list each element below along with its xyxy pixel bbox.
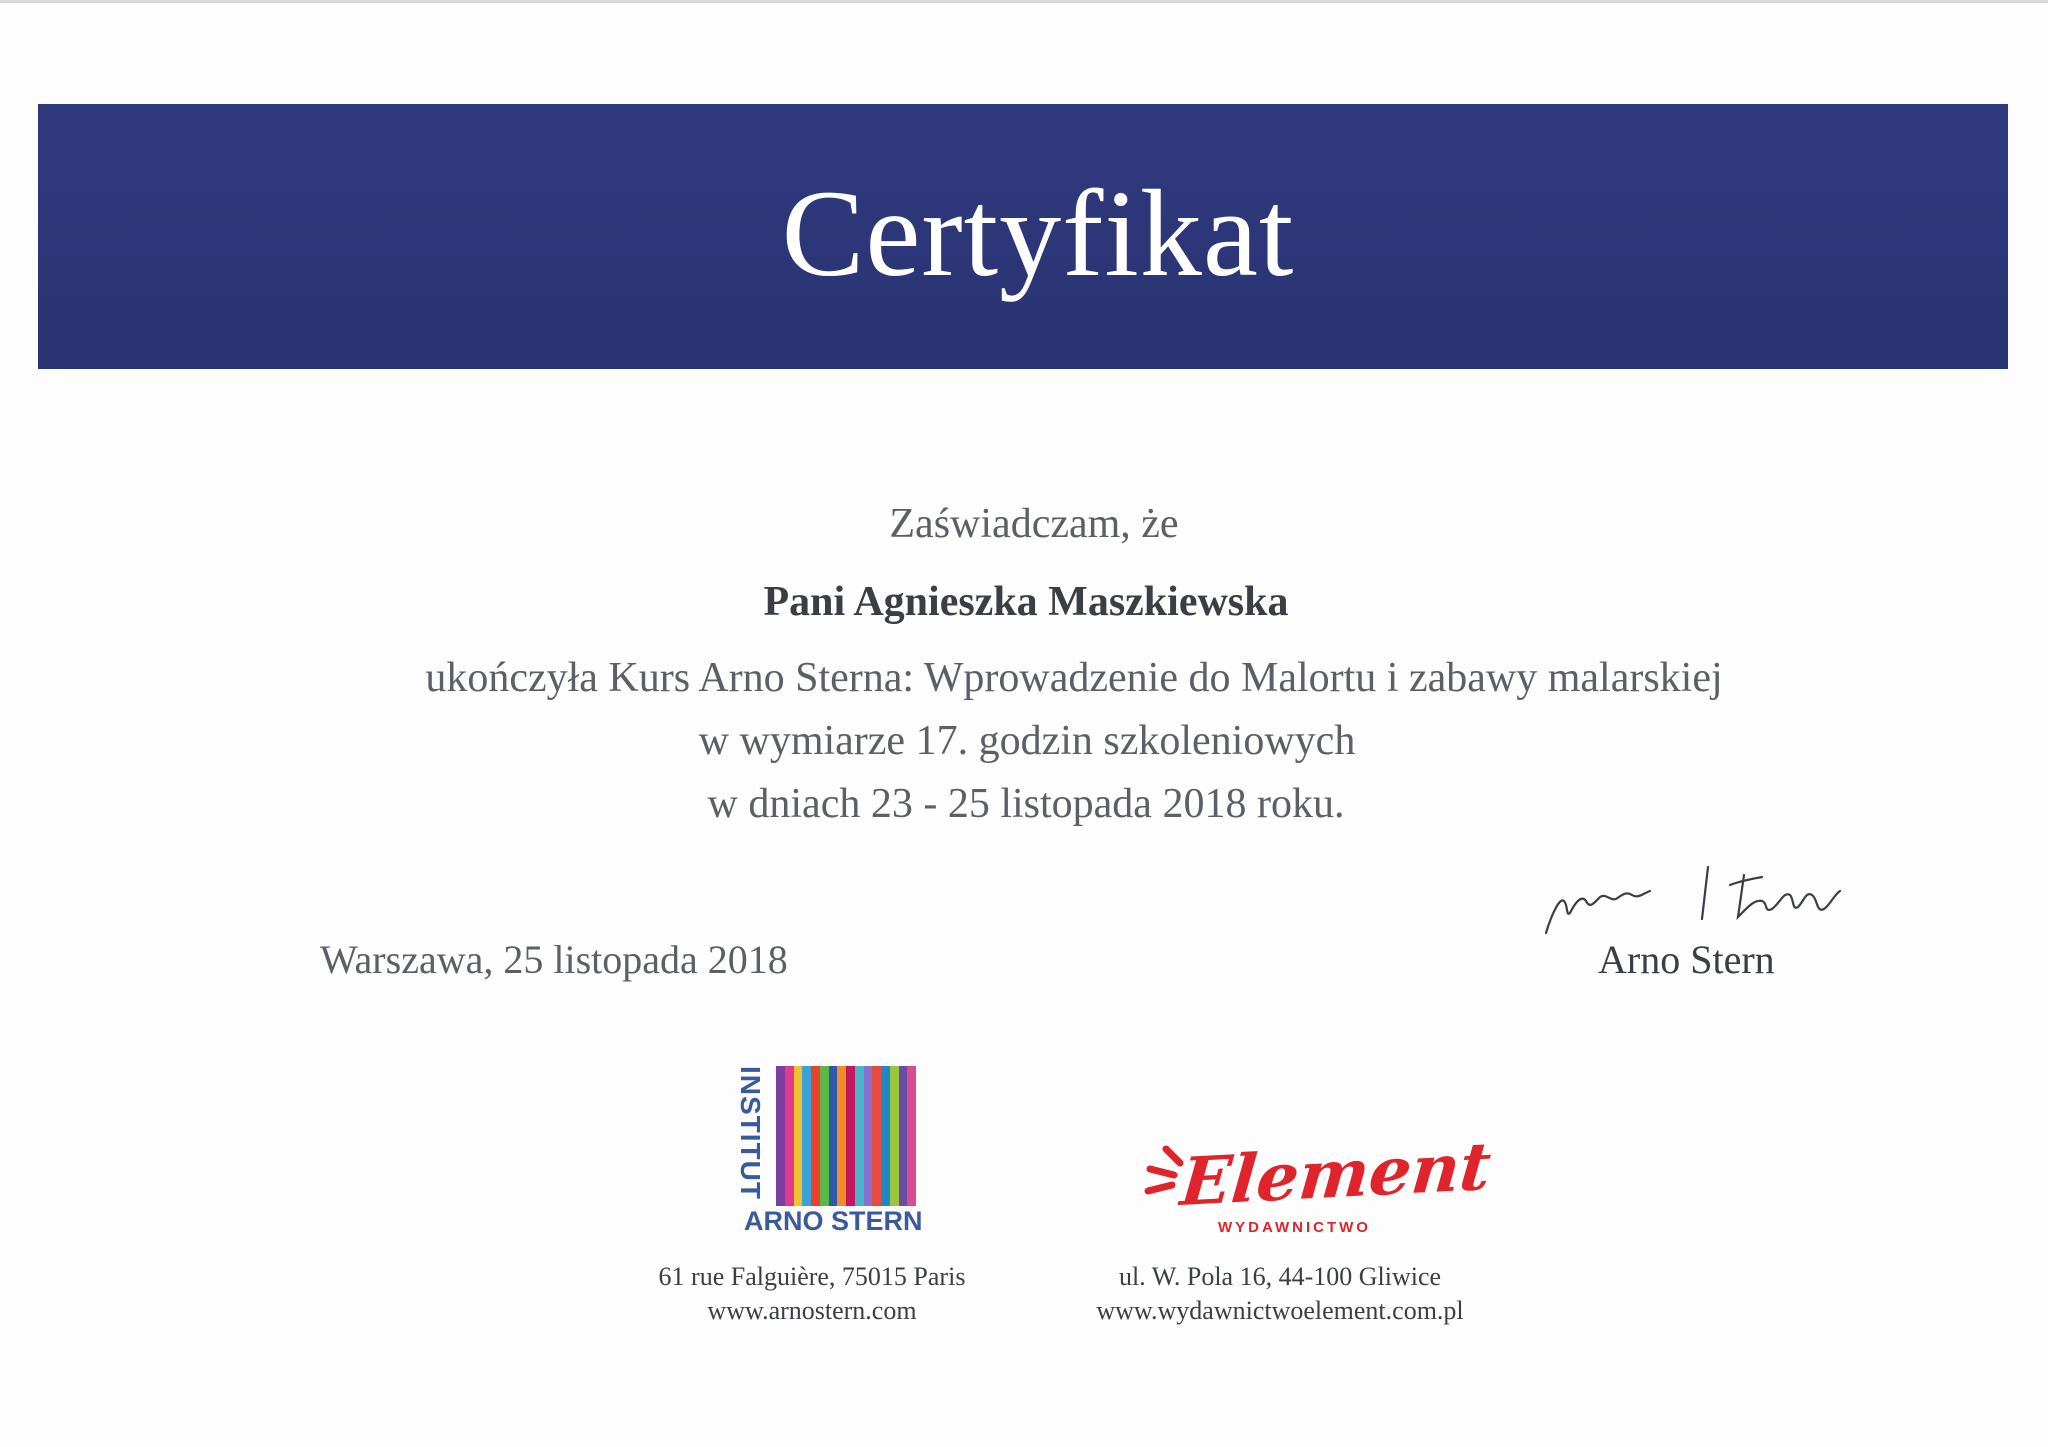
arno-stern-address	[612, 1260, 1012, 1328]
element-logo-subtitle: WYDAWNICTWO	[1218, 1219, 1371, 1236]
arno-stern-stripes	[776, 1066, 916, 1206]
dates-text: w dniach 23 - 25 listopada 2018 roku.	[707, 781, 1345, 827]
signature-image	[1540, 855, 1910, 945]
arno-stern-stripe	[820, 1066, 829, 1206]
arno-stern-stripe	[899, 1066, 908, 1206]
arno-stern-stripe	[837, 1066, 846, 1206]
arno-stern-street: 61 rue Falguière, 75015 Paris	[658, 1262, 966, 1291]
hours-text: w wymiarze 17. godzin szkoleniowych	[698, 718, 1356, 764]
arno-stern-stripe	[802, 1066, 811, 1206]
arno-stern-stripe	[785, 1066, 794, 1206]
element-logo	[1136, 1127, 1495, 1245]
arno-stern-stripe	[829, 1066, 838, 1206]
place-and-date: Warszawa, 25 listopada 2018	[320, 937, 788, 982]
element-website: www.wydawnictwoelement.com.pl	[1096, 1296, 1464, 1325]
element-logo-word: Element	[1177, 1127, 1495, 1221]
arno-stern-stripe	[872, 1066, 881, 1206]
arno-stern-stripe	[907, 1066, 916, 1206]
arno-stern-stripe	[890, 1066, 899, 1206]
element-address	[1060, 1260, 1500, 1328]
signer-name: Arno Stern	[1598, 937, 1775, 982]
recipient-name: Pani Agnieszka Maszkiewska	[763, 579, 1289, 625]
course-text: ukończyła Kurs Arno Sterna: Wprowadzenie do Malortu i zabawy malarskiej	[425, 655, 1723, 701]
arno-stern-stripe	[811, 1066, 820, 1206]
scan-edge	[0, 0, 2048, 3]
intro-text: Zaświadczam, że	[889, 501, 1179, 547]
arno-stern-logo-name: ARNO STERN	[744, 1206, 923, 1236]
arno-stern-website: www.arnostern.com	[707, 1296, 917, 1325]
element-street: ul. W. Pola 16, 44-100 Gliwice	[1118, 1262, 1442, 1291]
arno-stern-stripe	[794, 1066, 803, 1206]
arno-stern-stripe	[846, 1066, 855, 1206]
arno-stern-stripe	[855, 1066, 864, 1206]
certificate-title: Certyfikat	[781, 164, 1295, 302]
institut-arno-stern-logo	[734, 1060, 924, 1245]
arno-stern-stripe	[864, 1066, 873, 1206]
arno-stern-vertical-text: INSTITUT	[735, 1066, 766, 1200]
arno-stern-stripe	[776, 1066, 785, 1206]
arno-stern-stripe	[881, 1066, 890, 1206]
title-banner	[38, 104, 2008, 369]
